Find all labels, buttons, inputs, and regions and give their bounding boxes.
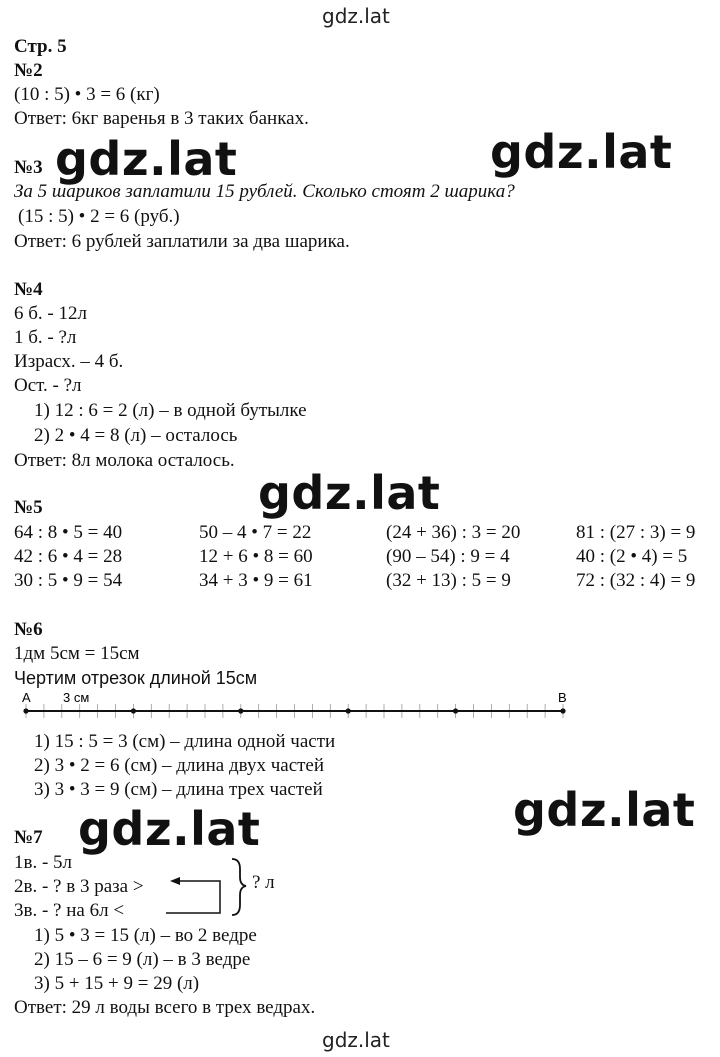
task6-step: 3) 3 • 3 = 9 (см) – длина трех частей (34, 779, 323, 800)
watermark-3: gdz.lat (258, 466, 441, 520)
task5-expr: (24 + 36) : 3 = 20 (386, 522, 521, 543)
segment-point (560, 708, 565, 713)
watermark-1: gdz.lat (55, 132, 238, 186)
task3-answer: Ответ: 6 рублей заплатили за два шарика. (14, 231, 350, 252)
task4-step: 2) 2 • 4 = 8 (л) – осталось (34, 425, 238, 446)
watermark-2: gdz.lat (490, 125, 673, 179)
point-a-label: A (22, 690, 31, 705)
task7-diagram (0, 852, 720, 925)
task7-step: 3) 5 + 15 + 9 = 29 (л) (34, 973, 200, 994)
watermark-4: gdz.lat (513, 783, 696, 837)
task7-step: 1) 5 • 3 = 15 (л) – во 2 ведре (34, 925, 257, 946)
task5-expr: 72 : (32 : 4) = 9 (576, 570, 696, 591)
page-number: Стр. 5 (14, 36, 67, 57)
task6-instruction: Чертим отрезок длиной 15см (14, 668, 258, 688)
watermark-top: gdz.lat (322, 4, 390, 28)
task5-expr: 81 : (27 : 3) = 9 (576, 522, 696, 543)
task5-title: №5 (14, 497, 43, 518)
task5-expr: 34 + 3 • 9 = 61 (199, 570, 313, 591)
task7-title: №7 (14, 827, 43, 848)
task5-expr: 30 : 5 • 9 = 54 (14, 570, 123, 591)
task5-expr: 12 + 6 • 8 = 60 (199, 546, 313, 567)
task5-expr: (32 + 13) : 5 = 9 (386, 570, 511, 591)
task7-step: 2) 15 – 6 = 9 (л) – в 3 ведре (34, 949, 251, 970)
task4-line: 6 б. - 12л (14, 303, 87, 324)
task2-answer: Ответ: 6кг варенья в 3 таких банках. (14, 108, 309, 129)
task5-expr: (90 – 54) : 9 = 4 (386, 546, 510, 567)
task5-expr: 40 : (2 • 4) = 5 (576, 546, 688, 567)
task6-step: 2) 3 • 2 = 6 (см) – длина двух частей (34, 755, 325, 776)
task4-answer: Ответ: 8л молока осталось. (14, 450, 235, 471)
task6-title: №6 (14, 619, 43, 640)
task7-line: 3в. - ? на 6л < (14, 900, 125, 921)
task2-title: №2 (14, 60, 43, 81)
task4-line: Ост. - ?л (14, 375, 82, 396)
task5-expr: 64 : 8 • 5 = 40 (14, 522, 123, 543)
segment-point (131, 708, 136, 713)
task7-line: 2в. - ? в 3 раза > (14, 876, 144, 897)
segment-point (23, 708, 28, 713)
task4-line: 1 б. - ?л (14, 327, 77, 348)
task3-title: №3 (14, 157, 43, 178)
segment-point (346, 708, 351, 713)
task2-solution: (10 : 5) • 3 = 6 (кг) (14, 84, 160, 105)
task4-line: Израсх. – 4 б. (14, 351, 124, 372)
task7-answer: Ответ: 29 л воды всего в трех ведрах. (14, 997, 316, 1018)
brace-icon (232, 859, 246, 915)
arrow-head-icon (170, 877, 180, 885)
point-b-label: B (558, 690, 567, 705)
task3-solution: (15 : 5) • 2 = 6 (руб.) (18, 206, 180, 227)
task7-line: 1в. - 5л (14, 852, 73, 873)
relation-arrow (166, 881, 220, 913)
task4-step: 1) 12 : 6 = 2 (л) – в одной бутылке (34, 400, 307, 421)
segment-ruler (0, 690, 720, 730)
task6-conversion: 1дм 5см = 15см (14, 643, 140, 664)
segment-point (238, 708, 243, 713)
brace-label: ? л (252, 872, 275, 893)
task5-expr: 42 : 6 • 4 = 28 (14, 546, 123, 567)
task3-question: За 5 шариков заплатили 15 рублей. Сколько стоят 2 шарика? (14, 181, 515, 202)
unit-label: 3 см (63, 690, 90, 705)
watermark-bottom: gdz.lat (322, 1028, 390, 1052)
watermark-5: gdz.lat (78, 802, 261, 856)
segment-point (453, 708, 458, 713)
task5-expr: 50 – 4 • 7 = 22 (199, 522, 312, 543)
task6-step: 1) 15 : 5 = 3 (см) – длина одной части (34, 731, 336, 752)
task4-title: №4 (14, 279, 43, 300)
